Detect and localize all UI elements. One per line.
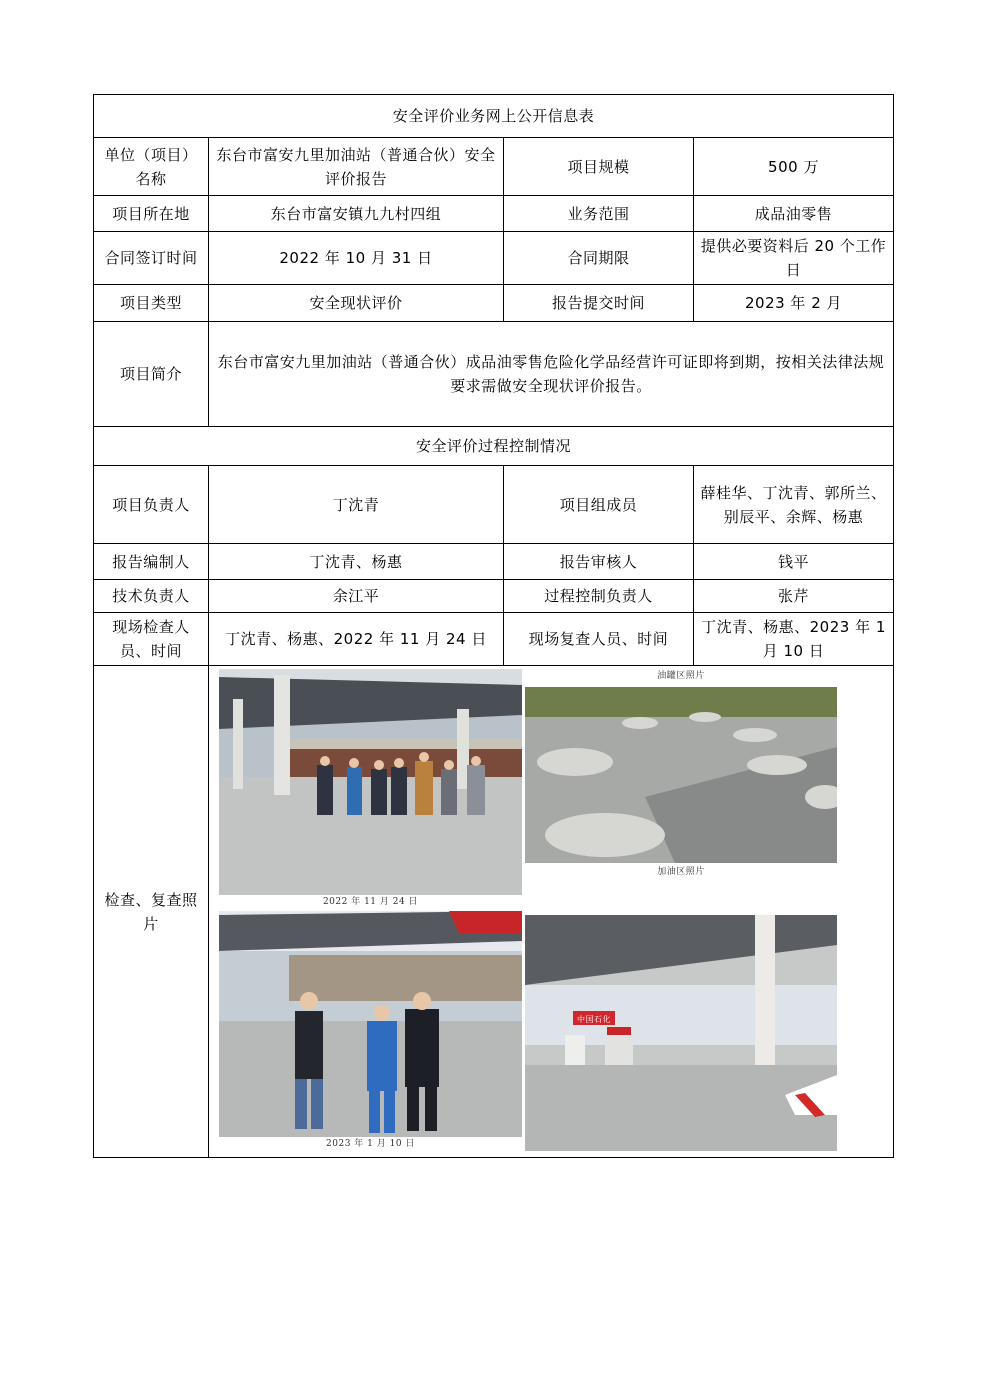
leader-value: 丁沈青	[209, 466, 504, 544]
inspection-photo-2022	[219, 669, 522, 895]
inspect-label: 现场检查人员、时间	[94, 613, 209, 666]
contract-date-label: 合同签订时间	[94, 232, 209, 285]
reviewer-label: 报告审核人	[504, 544, 694, 580]
scope-label: 业务范围	[504, 196, 694, 232]
tech-value: 余江平	[209, 580, 504, 613]
unit-label: 单位（项目）名称	[94, 138, 209, 196]
table-title: 安全评价业务网上公开信息表	[94, 95, 894, 138]
caption-tank-area: 油罐区照片	[657, 670, 705, 681]
reinspect-value: 丁沈青、杨惠、2023 年 1 月 10 日	[694, 613, 894, 666]
reinspect-label: 现场复查人员、时间	[504, 613, 694, 666]
location-label: 项目所在地	[94, 196, 209, 232]
process-heading: 安全评价过程控制情况	[94, 427, 894, 466]
control-label: 过程控制负责人	[504, 580, 694, 613]
inspect-value: 丁沈青、杨惠、2022 年 11 月 24 日	[209, 613, 504, 666]
photos-cell	[209, 666, 894, 1158]
author-value: 丁沈青、杨惠	[209, 544, 504, 580]
contract-date-value: 2022 年 10 月 31 日	[209, 232, 504, 285]
author-label: 报告编制人	[94, 544, 209, 580]
submit-label: 报告提交时间	[504, 285, 694, 322]
info-table	[93, 94, 894, 1158]
members-label: 项目组成员	[504, 466, 694, 544]
reinspection-photo-2023	[219, 911, 522, 1137]
caption-date-2023: 2023 年 1 月 10 日	[326, 1138, 415, 1149]
contract-term-label: 合同期限	[504, 232, 694, 285]
type-value: 安全现状评价	[209, 285, 504, 322]
control-value: 张芹	[694, 580, 894, 613]
tank-area-photo	[525, 687, 837, 863]
contract-term-value: 提供必要资料后 20 个工作日	[694, 232, 894, 285]
leader-label: 项目负责人	[94, 466, 209, 544]
reviewer-value: 钱平	[694, 544, 894, 580]
type-label: 项目类型	[94, 285, 209, 322]
location-value: 东台市富安镇九九村四组	[209, 196, 504, 232]
caption-date-2022: 2022 年 11 月 24 日	[322, 896, 419, 907]
caption-fuel-area: 加油区照片	[657, 866, 705, 877]
intro-value: 东台市富安九里加油站（普通合伙）成品油零售危险化学品经营许可证即将到期，按相关法律法规要求需做安全现状评价报告。	[209, 322, 894, 427]
members-value: 薛桂华、丁沈青、郭所兰、别辰平、余辉、杨惠	[694, 466, 894, 544]
sinopec-sign: 中国石化	[577, 1014, 611, 1024]
photo-grid	[209, 667, 891, 1157]
scale-value: 500 万	[694, 138, 894, 196]
scope-value: 成品油零售	[694, 196, 894, 232]
unit-value: 东台市富安九里加油站（普通合伙）安全评价报告	[209, 138, 504, 196]
tech-label: 技术负责人	[94, 580, 209, 613]
intro-label: 项目简介	[94, 322, 209, 427]
submit-value: 2023 年 2 月	[694, 285, 894, 322]
photos-label: 检查、复查照片	[94, 666, 209, 1158]
fuel-area-photo	[525, 915, 837, 1151]
scale-label: 项目规模	[504, 138, 694, 196]
